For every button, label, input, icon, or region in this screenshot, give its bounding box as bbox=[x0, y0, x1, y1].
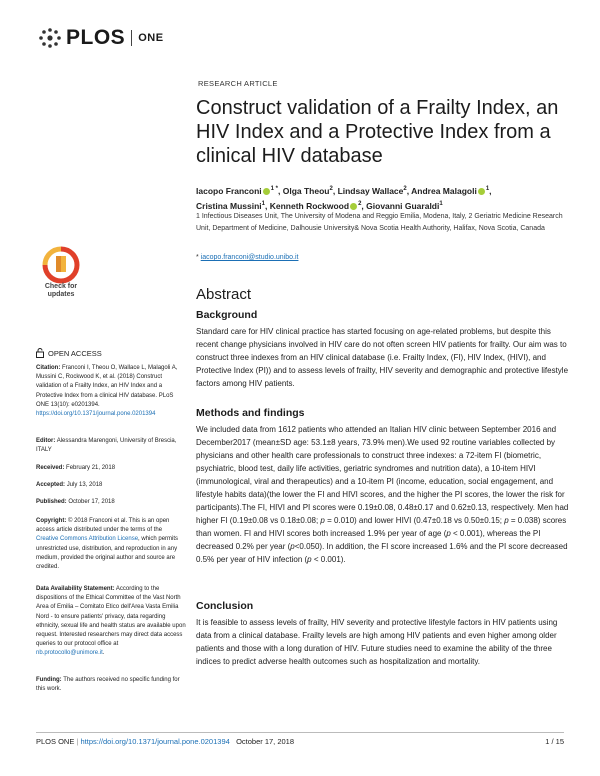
journal-logo[interactable] bbox=[36, 26, 164, 50]
footer-doi-link[interactable]: https://doi.org/10.1371/journal.pone.0201394 bbox=[80, 737, 230, 746]
author-name[interactable]: Lindsay Wallace bbox=[337, 185, 404, 196]
corresponding-email-link[interactable]: iacopo.franconi@studio.unibo.it bbox=[200, 254, 299, 261]
received-date: Received: February 21, 2018 bbox=[36, 465, 116, 471]
accepted-date: Accepted: July 13, 2018 bbox=[36, 482, 103, 488]
published-date: Published: October 17, 2018 bbox=[36, 499, 115, 505]
abstract-heading: Abstract bbox=[196, 286, 252, 303]
funding-block: Funding: The authors received no specific funding for this work. bbox=[36, 677, 180, 693]
copyright-block: Copyright: © 2018 Franconi et al. This is an open access article distributed under the terms of the Creative Commons Attribution License, which permits unrestricted use, distribution, and reproduction in any medium, provided the original author and source are credited. bbox=[36, 518, 179, 571]
open-lock-icon bbox=[36, 348, 44, 358]
background-text: Standard care for HIV clinical practice has started focusing on age-related problems, but despite this recent change physicians involved in HIV care do not often screen HIV patients for frailty. Our aim was to construct three indexes from an HIV clinical database (i.e. Frailty Index, (FI), HIV Index, (HIVI), and Protective Index (PI)) and to assess levels of frailty, HIV severity and demographic and protective lifestyle factors among HIV patients. bbox=[196, 327, 569, 388]
footer-divider bbox=[36, 732, 564, 733]
logo-divider bbox=[131, 30, 132, 46]
check-for-updates-label: Check for updates bbox=[44, 283, 78, 298]
orcid-icon[interactable] bbox=[478, 188, 485, 195]
article-type: RESEARCH ARTICLE bbox=[198, 79, 278, 88]
data-availability-block: Data Availability Statement: According to the dispositions of the Ethical Committee of the Vast North Area of Emilia – Comitato Etico dell'Area Vasta Emilia Nord - to ensure patients' privacy, data regarding ethnicity, sexual life and health status are available upon request. Interested researchers may direct data access queries to our protocol office at nb.protocollo@unimore.it. bbox=[36, 586, 186, 657]
author-name[interactable]: Olga Theou bbox=[282, 185, 330, 196]
footer-date: October 17, 2018 bbox=[236, 737, 295, 746]
author-name[interactable]: Giovanni Guaraldi bbox=[366, 200, 440, 211]
author-name[interactable]: Cristina Mussini bbox=[196, 200, 262, 211]
check-updates-icon bbox=[36, 246, 86, 286]
author-name[interactable]: Kenneth Rockwood bbox=[269, 200, 350, 211]
plos-dots-icon bbox=[36, 27, 64, 49]
author-name[interactable]: Iacopo Franconi bbox=[196, 185, 262, 196]
orcid-icon[interactable] bbox=[350, 203, 357, 210]
license-link[interactable]: Creative Commons Attribution License bbox=[36, 536, 139, 543]
methods-text: We included data from 1612 patients who attended an Italian HIV clinic between September 2016 and December2017 (mean±SD age: 53.1±8 years, 73.9% men).We used 92 routine variables collected by physicians and other health care professionals to construct three indexes: a 72-item FI (biometric, psychiatric, blood test, daily life activities, geriatric syndromes and nutrition data), a 10-item HIVI (immunological, viral and therapeutics) and a 10-item PI (income, education, social engagement, and lifestyle habits data)(the lower the FI and HIVI scores, and the higher the PI scores, the lower the risk for participants).The FI, HIVI and PI scores were 0.19±0.08, 0.48±0.17 and 0.62±0.13, respectively. Men had higher FI (0.19±0.08 vs 0.18±0.08; p = 0.010) and lower HIVI (0.47±0.18 vs 0.50±0.15; p = 0.038) scores than women. FI and HIVI scores both increased 1.9% per year of age (p < 0.001), whereas the PI decreased 0.2% per year (p<0.050). In addition, the FI score increased 1.6% and the PI score decreased 0.5% per year of HIV infection (p < 0.001). bbox=[196, 425, 569, 564]
methods-heading: Methods and findings bbox=[196, 407, 305, 419]
footer-citation: PLOS ONE | https://doi.org/10.1371/journal.pone.0201394 October 17, 2018 bbox=[36, 737, 295, 746]
citation-doi-link[interactable]: https://doi.org/10.1371/journal.pone.0201394 bbox=[36, 411, 156, 418]
background-heading: Background bbox=[196, 309, 258, 321]
article-title: Construct validation of a Frailty Index, an HIV Index and a Protective Index from a clinical HIV database bbox=[196, 97, 559, 167]
corresponding-author: * iacopo.franconi@studio.unibo.it bbox=[196, 254, 299, 261]
page-number: 1 / 15 bbox=[545, 737, 564, 746]
conclusion-text: It is feasible to assess levels of frailty, HIV severity and protective lifestyle factors in HIV patients using data from a clinical database. Frailty levels are high among HIV patients and even higher among older patients and those with a long duration of HIV. Future studies need to examine the ability of the three indices to predict adverse health outcomes such as hospitalization and mortality. bbox=[196, 618, 558, 666]
orcid-icon[interactable] bbox=[263, 188, 270, 195]
author-name[interactable]: Andrea Malagoli bbox=[411, 185, 477, 196]
author-list: Iacopo Franconi $^{1 *}$, Olga Theou$^2$, Lindsay Wallace$^2$, Andrea Malagoli $^1$, Cristina Mussini$^1$, Kenneth Rockwood $^2$, Giovanni Guaraldi$^1$ bbox=[196, 185, 492, 211]
protocol-email-link[interactable]: nb.protocollo@unimore.it bbox=[36, 650, 103, 657]
open-access-badge: OPEN ACCESS bbox=[36, 348, 102, 358]
affiliations: 1 Infectious Diseases Unit, The University of Modena and Reggio Emilia, Modena, Italy, 2 Geriatric Medicine Research Unit, Department of Medicine, Dalhousie University& Nova Scotia Health Authority, Halifax, Nova Scotia, Canada bbox=[196, 213, 563, 232]
journal-name: ONE bbox=[138, 32, 164, 44]
citation-block: Citation: Franconi I, Theou O, Wallace L, Malagoli A, Mussini C, Rockwood K, et al. (2018) Construct validation of a Frailty Index, an HIV Index and a Protective Index from a clinical HIV database. PLoS ONE 13(10): e0201394. https://doi.org/10.1371/journal.pone.0201394 bbox=[36, 365, 178, 418]
editor-block: Editor: Alessandra Marengoni, University of Brescia, ITALY bbox=[36, 438, 177, 454]
journal-brand: PLOS bbox=[66, 26, 126, 49]
conclusion-heading: Conclusion bbox=[196, 600, 254, 612]
footer-journal: PLOS ONE bbox=[36, 737, 75, 746]
